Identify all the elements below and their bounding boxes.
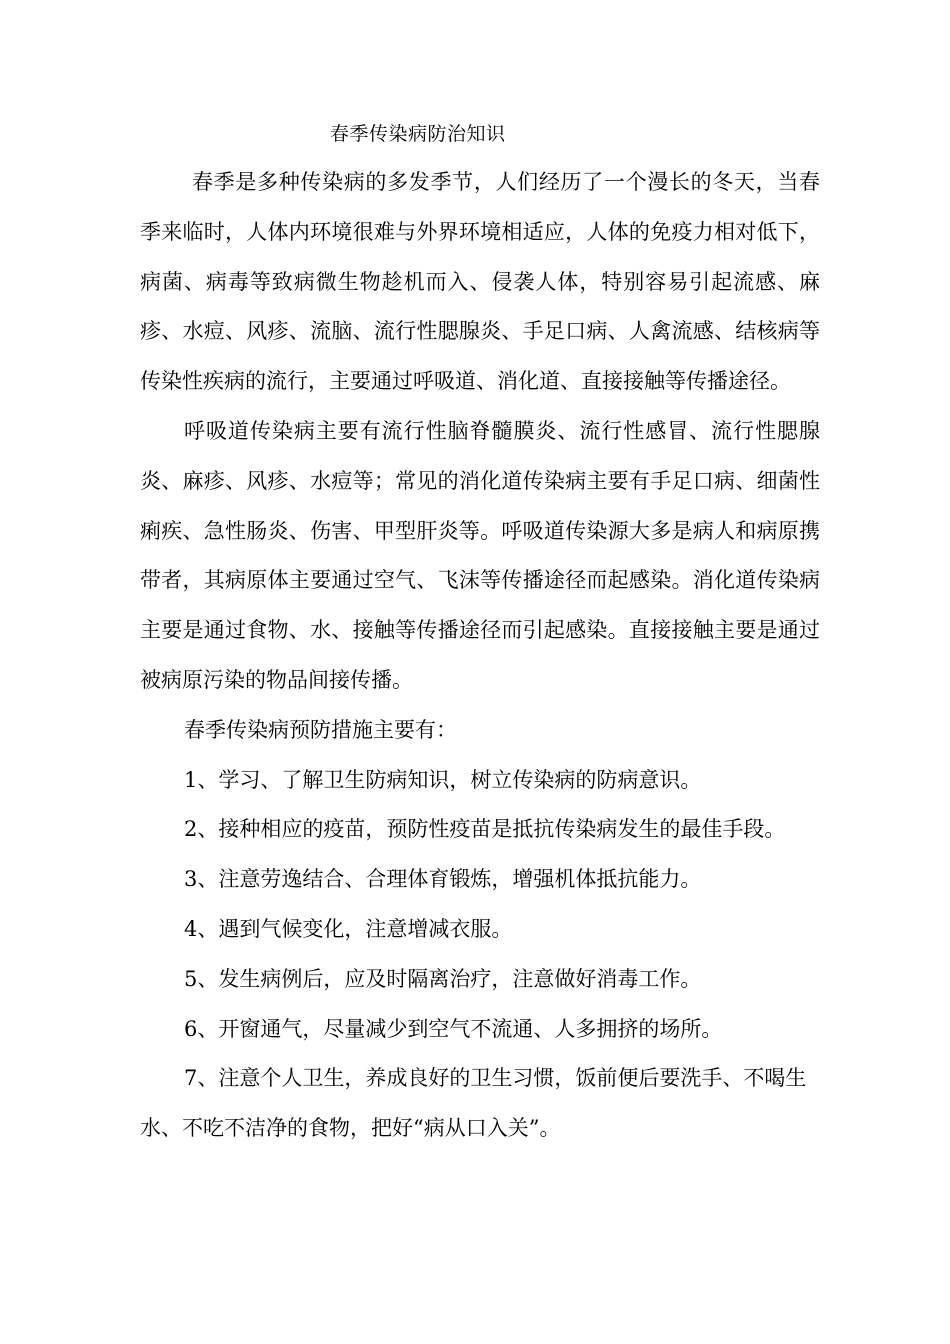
measure-item-7: 7、注意个人卫生，养成良好的卫生习惯，饭前便后要洗手、不喝生水、不吃不洁净的食物，把好“病从口入关”。 <box>140 1066 807 1141</box>
paragraph-measures-heading: 春季传染病预防措施主要有： <box>184 717 457 742</box>
measure-item-2: 2、接种相应的疫苗，预防性疫苗是抵抗传染病发生的最佳手段。 <box>184 817 786 842</box>
measure-item-5: 5、发生病例后，应及时隔离治疗，注意做好消毒工作。 <box>184 966 702 991</box>
document-body <box>140 158 820 1154</box>
paragraph-disease-types: 呼吸道传染病主要有流行性脑脊髓膜炎、流行性感冒、流行性腮腺炎、麻疹、风疹、水痘等；常见的消化道传染病主要有手足口病、细菌性痢疾、急性肠炎、伤害、甲型肝炎等。呼吸道传染源大多是病人和病原携带者，其病原体主要通过空气、飞沫等传播途径而起感染。消化道传染病主要是通过食物、水、接触等传播途径而引起感染。直接接触主要是通过被病原污染的物品间接传播。 <box>140 418 820 692</box>
measure-item-3: 3、注意劳逸结合、合理体育锻炼，增强机体抵抗能力。 <box>184 867 702 892</box>
measure-item-1: 1、学习、了解卫生防病知识，树立传染病的防病意识。 <box>184 767 702 792</box>
measure-item-4: 4、遇到气候变化，注意增减衣服。 <box>184 916 513 941</box>
document-title: 春季传染病防治知识 <box>330 123 506 145</box>
paragraph-intro: 春季是多种传染病的多发季节，人们经历了一个漫长的冬天，当春季来临时，人体内环境很难与外界环境相适应，人体的免疫力相对低下，病菌、病毒等致病微生物趁机而入、侵袭人体，特别容易引起流感、麻疹、水痘、风疹、流脑、流行性腮腺炎、手足口病、人禽流感、结核病等传染性疾病的流行，主要通过呼吸道、消化道、直接接触等传播途径。 <box>140 170 820 394</box>
measure-item-6: 6、开窗通气，尽量减少到空气不流通、人多拥挤的场所。 <box>184 1016 723 1041</box>
